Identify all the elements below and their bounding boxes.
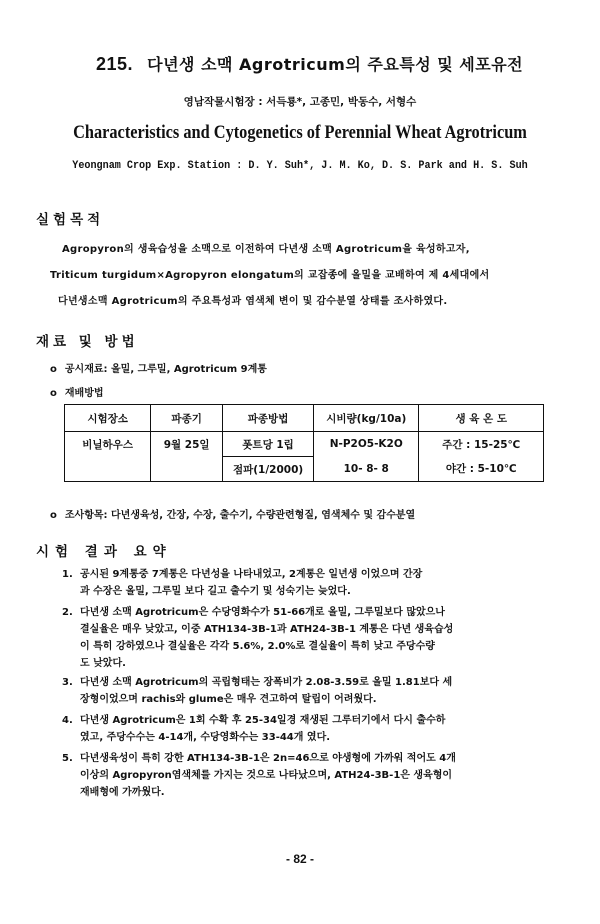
page-number: - 82 - <box>285 852 314 866</box>
paper-number: 215. <box>96 54 134 74</box>
materials-heading: 재료 및 방법 <box>36 334 139 350</box>
table-cell: 폿트당 1립 <box>223 432 314 457</box>
table-row <box>65 457 544 482</box>
paper-title-english: Characteristics and Cytogenetics of Perennial Wheat Agrotricum <box>73 122 527 143</box>
survey-bullet: o 조사항목: 다년생육성, 간장, 수장, 출수기, 수량관련형질, 염색체수 및 감수분열 <box>50 510 416 521</box>
materials-bullet-1: o 공시재료: 올밀, 그루밀, Agrotricum 9계통 <box>50 364 267 375</box>
bullet-marker: o <box>50 388 57 399</box>
table-cell-empty <box>65 457 151 482</box>
objective-line-2: Triticum turgidum×Agropyron elongatum의 교잡종에 올밀을 교배하여 제 4세대에서 <box>50 270 490 281</box>
result-line: 공시된 9계통중 7계통은 다년성을 나타내었고, 2계통은 일년생 이었으며 간장 <box>80 569 423 580</box>
table-cell: N-P2O5-K2O <box>314 432 419 457</box>
result-number: 4. <box>62 715 73 726</box>
bullet-marker: o <box>50 510 57 521</box>
table-header-cell: 시험장소 <box>65 405 151 432</box>
result-line: 장형이었으며 rachis와 glume은 매우 견고하여 탈립이 어려웠다. <box>80 694 377 705</box>
paper-title-korean <box>96 52 523 75</box>
result-number: 2. <box>62 607 73 618</box>
table-header-cell: 생 육 온 도 <box>419 405 544 432</box>
objective-line-1: Agropyron의 생육습성을 소맥으로 이전하여 다년생 소맥 Agrotricum을 육성하고자, <box>62 244 470 255</box>
objective-heading: 실험목적 <box>36 212 105 228</box>
cultivation-table <box>64 404 544 482</box>
table-header-cell: 파종방법 <box>223 405 314 432</box>
results-heading: 시험 결과 요약 <box>36 544 172 560</box>
result-number: 3. <box>62 677 73 688</box>
result-line: 다년생 소맥 Agrotricum의 곡립형태는 장폭비가 2.08-3.59로 올밀 1.81보다 세 <box>80 677 453 688</box>
result-line: 이 특히 강하였으나 결실율은 각각 5.6%, 2.0%로 결실율이 특히 낮고 주당수량 <box>80 641 435 652</box>
table-header-cell: 시비량(kg/10a) <box>314 405 419 432</box>
table-row <box>65 432 544 457</box>
table-cell: 주간 : 15-25℃ <box>419 432 544 457</box>
table-cell: 비닐하우스 <box>65 432 151 457</box>
result-number: 5. <box>62 753 73 764</box>
table-cell: 10- 8- 8 <box>314 457 419 482</box>
authors-korean: 영남작물시험장 : 서득룡*, 고종민, 박동수, 서형수 <box>183 96 417 108</box>
result-line: 이상의 Agropyron염색체를 가지는 것으로 나타났으며, ATH24-3B-1은 생육형이 <box>80 770 453 781</box>
result-line: 다년생육성이 특히 강한 ATH134-3B-1은 2n=46으로 야생형에 가까워 적어도 4개 <box>80 753 456 764</box>
result-line: 재배형에 가까웠다. <box>80 787 165 798</box>
paper-title-text: 다년생 소맥 Agrotricum의 주요특성 및 세포유전 <box>147 55 524 74</box>
materials-bullet-2: o 재배방법 <box>50 388 104 399</box>
table-cell: 점파(1/2000) <box>223 457 314 482</box>
table-header-cell: 파종기 <box>151 405 223 432</box>
table-cell: 야간 : 5-10℃ <box>419 457 544 482</box>
result-line: 과 수장은 올밀, 그루밀 보다 길고 출수기 및 성숙기는 늦었다. <box>80 586 351 597</box>
result-line: 다년생 Agrotricum은 1회 수확 후 25-34일경 재생된 그루터기에서 다시 출수하 <box>80 715 446 726</box>
authors-english: Yeongnam Crop Exp. Station : D. Y. Suh*, J. M. Ko, D. S. Park and H. S. Suh <box>72 160 528 172</box>
result-number: 1. <box>62 569 73 580</box>
table-cell: 9월 25일 <box>151 432 223 457</box>
result-line: 였고, 주당수수는 4-14개, 수당영화수는 33-44개 였다. <box>80 732 331 743</box>
result-line: 도 낮았다. <box>80 658 126 669</box>
result-line: 결실율은 매우 낮았고, 이중 ATH134-3B-1과 ATH24-3B-1 계통은 다년 생육습성 <box>80 624 454 635</box>
table-cell-empty <box>151 457 223 482</box>
objective-line-3: 다년생소맥 Agrotricum의 주요특성과 염색체 변이 및 감수분열 상태를 조사하였다. <box>58 296 448 307</box>
bullet-marker: o <box>50 364 57 375</box>
result-line: 다년생 소맥 Agrotricum은 수당영화수가 51-66개로 올밀, 그루밀보다 많았으나 <box>80 607 445 618</box>
table-header-row <box>65 405 544 432</box>
